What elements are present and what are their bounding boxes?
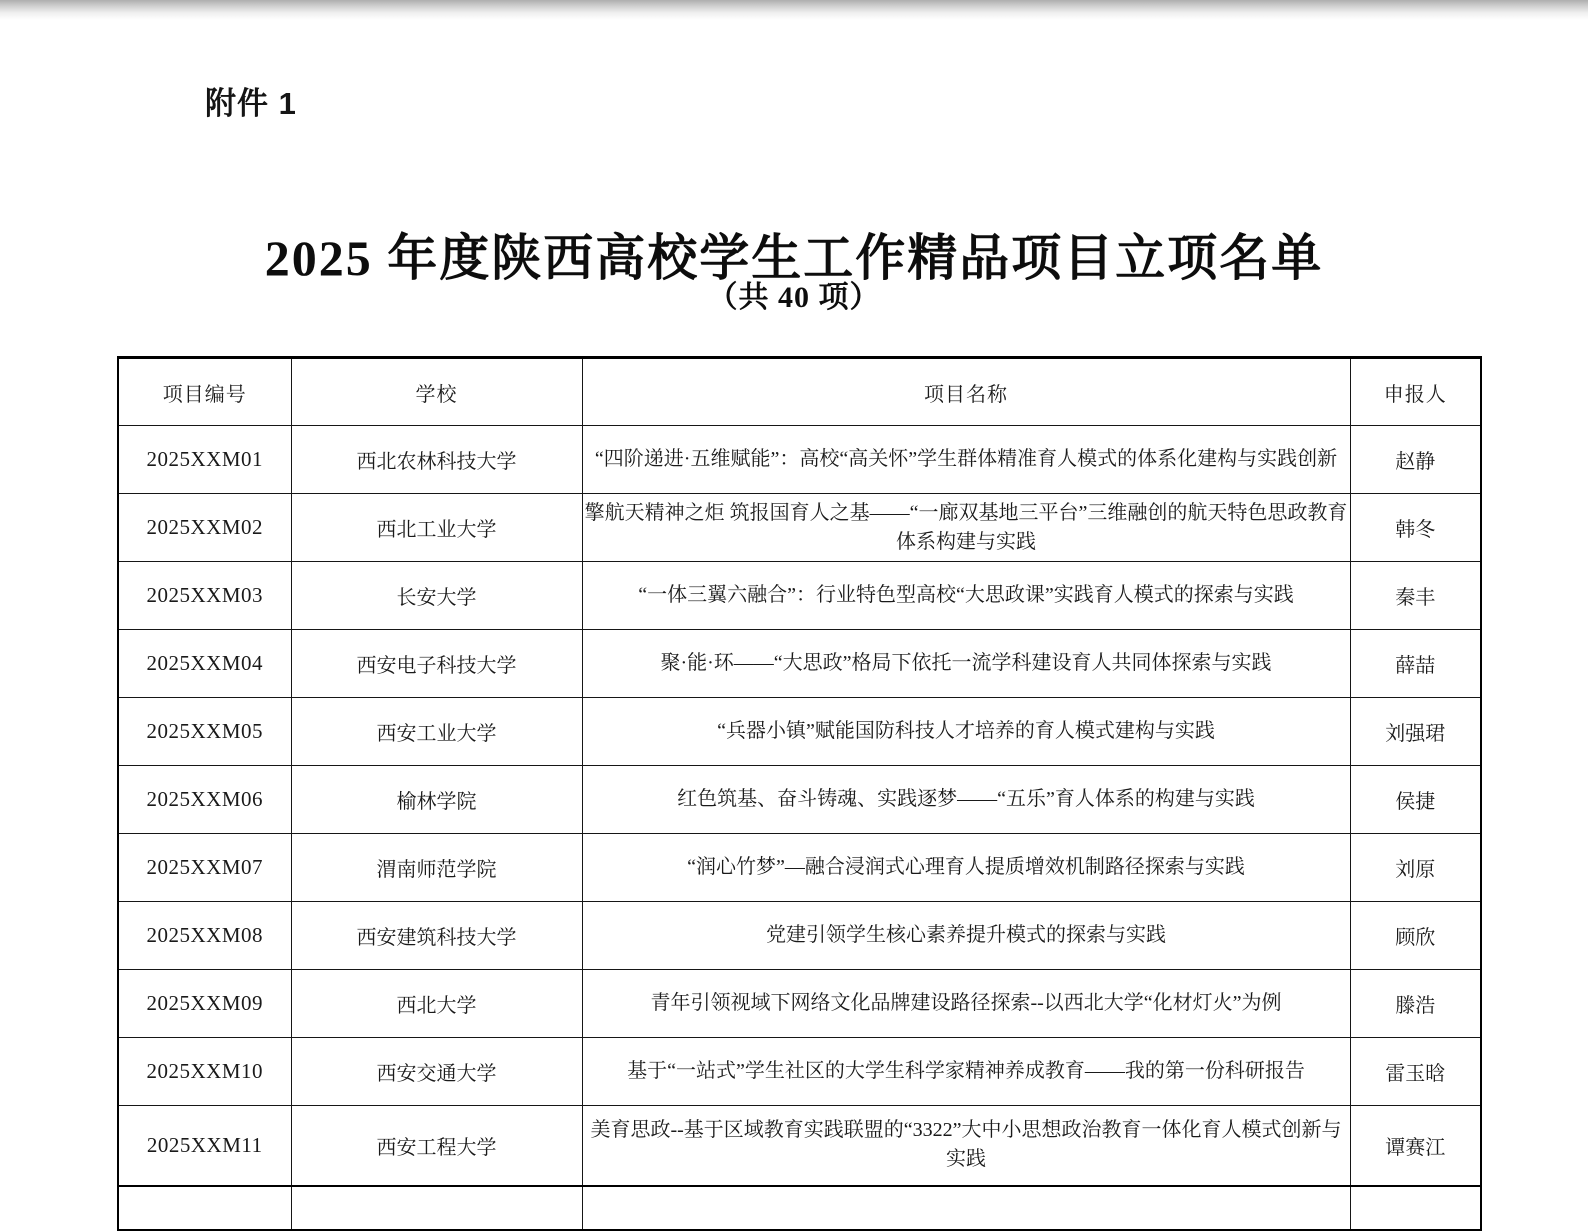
cell-project-id: 2025XXM02 [118,494,291,562]
table-header-row [118,358,1481,426]
table-row [118,1038,1481,1106]
table-body [118,426,1481,1230]
table-row [118,1106,1481,1186]
cell-project-id: 2025XXM05 [118,698,291,766]
cell-project-name: 基于“一站式”学生社区的大学生科学家精神养成教育——我的第一份科研报告 [582,1038,1350,1106]
cell-project-id: 2025XXM06 [118,766,291,834]
cell-project-id: 2025XXM07 [118,834,291,902]
col-header-school: 学校 [291,358,582,426]
cell-school: 西安建筑科技大学 [291,902,582,970]
document-subtitle: （共 40 项） [707,281,881,314]
cell-applicant: 薛喆 [1350,630,1481,698]
cell-empty [291,1186,582,1230]
table-row [118,834,1481,902]
cell-applicant: 刘原 [1350,834,1481,902]
cell-project-id: 2025XXM01 [118,426,291,494]
cell-applicant: 赵静 [1350,426,1481,494]
cell-school: 西安交通大学 [291,1038,582,1106]
cell-project-name: “四阶递进·五维赋能”：高校“高关怀”学生群体精准育人模式的体系化建构与实践创新 [582,426,1350,494]
table-row [118,426,1481,494]
table-row [118,494,1481,562]
col-header-project-id: 项目编号 [118,358,291,426]
cell-school: 西北农林科技大学 [291,426,582,494]
cell-project-name: “润心竹梦”—融合浸润式心理育人提质增效机制路径探索与实践 [582,834,1350,902]
cell-applicant: 秦丰 [1350,562,1481,630]
cell-applicant: 滕浩 [1350,970,1481,1038]
cell-applicant: 谭赛江 [1350,1106,1481,1186]
cell-school: 西安工程大学 [291,1106,582,1186]
cell-project-name: 红色筑基、奋斗铸魂、实践逐梦——“五乐”育人体系的构建与实践 [582,766,1350,834]
cell-empty [1350,1186,1481,1230]
window-top-edge [0,0,1588,20]
cell-applicant: 侯捷 [1350,766,1481,834]
table-row-partial [118,1186,1481,1230]
cell-school: 西安电子科技大学 [291,630,582,698]
cell-project-id: 2025XXM11 [118,1106,291,1186]
cell-project-id: 2025XXM09 [118,970,291,1038]
cell-project-name: 党建引领学生核心素养提升模式的探索与实践 [582,902,1350,970]
col-header-applicant: 申报人 [1350,358,1481,426]
cell-school: 西北工业大学 [291,494,582,562]
table-row [118,766,1481,834]
cell-project-name: “兵器小镇”赋能国防科技人才培养的育人模式建构与实践 [582,698,1350,766]
cell-applicant: 刘强珺 [1350,698,1481,766]
cell-applicant: 韩冬 [1350,494,1481,562]
table-row [118,698,1481,766]
cell-empty [582,1186,1350,1230]
cell-project-name: 擎航天精神之炬 筑报国育人之基——“一廊双基地三平台”三维融创的航天特色思政教育体系构建与实践 [582,494,1350,562]
cell-project-name: 青年引领视域下网络文化品牌建设路径探索--以西北大学“化材灯火”为例 [582,970,1350,1038]
cell-project-id: 2025XXM08 [118,902,291,970]
cell-school: 西北大学 [291,970,582,1038]
cell-school: 渭南师范学院 [291,834,582,902]
col-header-project-name: 项目名称 [582,358,1350,426]
cell-applicant: 雷玉晗 [1350,1038,1481,1106]
document-title: 2025 年度陕西高校学生工作精品项目立项名单 [264,229,1324,286]
projects-table [117,356,1482,1231]
cell-project-id: 2025XXM10 [118,1038,291,1106]
table-row [118,630,1481,698]
cell-project-name: 聚·能·环——“大思政”格局下依托一流学科建设育人共同体探索与实践 [582,630,1350,698]
cell-project-id: 2025XXM03 [118,562,291,630]
cell-school: 榆林学院 [291,766,582,834]
table-row [118,902,1481,970]
table-row [118,970,1481,1038]
attachment-label: 附件 1 [205,86,297,121]
cell-school: 西安工业大学 [291,698,582,766]
cell-empty [118,1186,291,1230]
table-row [118,562,1481,630]
cell-project-name: 美育思政--基于区域教育实践联盟的“3322”大中小思想政治教育一体化育人模式创新与实践 [582,1106,1350,1186]
cell-school: 长安大学 [291,562,582,630]
cell-project-id: 2025XXM04 [118,630,291,698]
cell-applicant: 顾欣 [1350,902,1481,970]
cell-project-name: “一体三翼六融合”：行业特色型高校“大思政课”实践育人模式的探索与实践 [582,562,1350,630]
